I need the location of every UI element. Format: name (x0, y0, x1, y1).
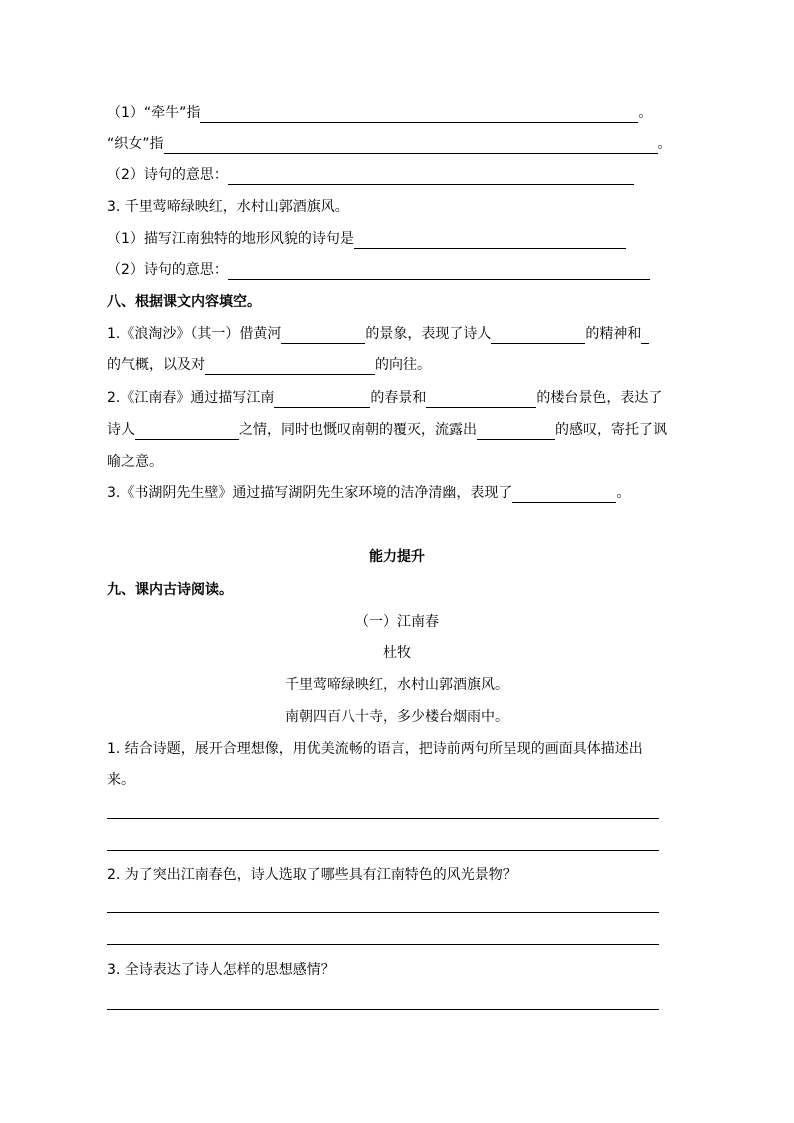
fill-blank[interactable] (135, 423, 239, 440)
fill-blank[interactable] (426, 391, 536, 408)
q7-3-2-row (107, 260, 650, 282)
meaning-label: （2）诗句的意思： (107, 167, 228, 183)
q7-3-title: 3. 千里莺啼绿映红，水村山郭酒旗风。 (107, 199, 349, 215)
fill-blank[interactable] (512, 486, 616, 503)
qianniu-blank[interactable] (200, 106, 638, 123)
answer-line[interactable] (107, 944, 659, 945)
meaning-label: （2）诗句的意思： (107, 262, 228, 278)
q8-1-line2: 的气概，以及对 的向往。 (107, 357, 431, 373)
q8-2-line1: 2.《江南春》通过描写江南 的春景和 的楼台景色，表达了 (107, 390, 663, 406)
q8-2-line3: 喻之意。 (107, 454, 163, 470)
answer-line[interactable] (107, 1009, 659, 1010)
fill-blank[interactable] (205, 358, 375, 375)
q9-1-line1: 1. 结合诗题，展开合理想像，用优美流畅的语言，把诗前两句所呈现的画面具体描述出 (107, 741, 643, 757)
answer-line[interactable] (107, 850, 659, 851)
zhinv-blank[interactable] (164, 137, 658, 154)
poem-title: （一）江南春 (355, 614, 439, 630)
terrain-blank[interactable] (354, 232, 626, 249)
q8-3-line: 3.《书湖阴先生壁》通过描写湖阴先生家环境的洁净清幽，表现了 。 (107, 485, 631, 501)
fill-blank[interactable] (491, 327, 585, 344)
section-heading-ability: 能力提升 (369, 549, 425, 565)
fill-blank[interactable] (641, 327, 649, 344)
q9-1-line2: 来。 (107, 772, 135, 788)
section-9-title: 九、课内古诗阅读。 (107, 582, 233, 598)
end-mark: 。 (638, 105, 653, 121)
q7-3-1-row (107, 229, 626, 251)
poem-line-2: 南朝四百八十寺，多少楼台烟雨中。 (285, 709, 509, 725)
end-mark: 。 (657, 136, 672, 152)
zhinv-label: “织女”指 (107, 136, 164, 152)
answer-line[interactable] (107, 912, 659, 913)
q9-3-line: 3. 全诗表达了诗人怎样的思想感情？ (107, 962, 335, 978)
meaning-blank[interactable] (228, 168, 634, 185)
fill-blank[interactable] (274, 391, 370, 408)
section-8-title: 八、根据课文内容填空。 (107, 294, 261, 310)
q7-2-1-qianniu-row (107, 103, 652, 125)
q7-2-2-row (107, 165, 634, 187)
qianniu-label: （1）“牵牛”指 (107, 105, 201, 121)
poem-author: 杜牧 (383, 645, 411, 661)
meaning-blank[interactable] (228, 263, 650, 280)
fill-blank[interactable] (477, 423, 555, 440)
terrain-label: （1）描写江南独特的地形风貌的诗句是 (107, 231, 354, 247)
answer-line[interactable] (107, 818, 659, 819)
q7-2-1-zhinv-row (107, 134, 672, 156)
q8-1-line1: 1.《浪淘沙》（其一）借黄河 的景象，表现了诗人 的精神和 (107, 324, 649, 346)
fill-blank[interactable] (281, 327, 365, 344)
q9-2-line: 2. 为了突出江南春色，诗人选取了哪些具有江南特色的风光景物？ (107, 867, 517, 883)
q8-2-line2: 诗人 之情，同时也慨叹南朝的覆灭，流露出 的感叹，寄托了讽 (107, 422, 667, 438)
poem-line-1: 千里莺啼绿映红，水村山郭酒旗风。 (285, 677, 509, 693)
